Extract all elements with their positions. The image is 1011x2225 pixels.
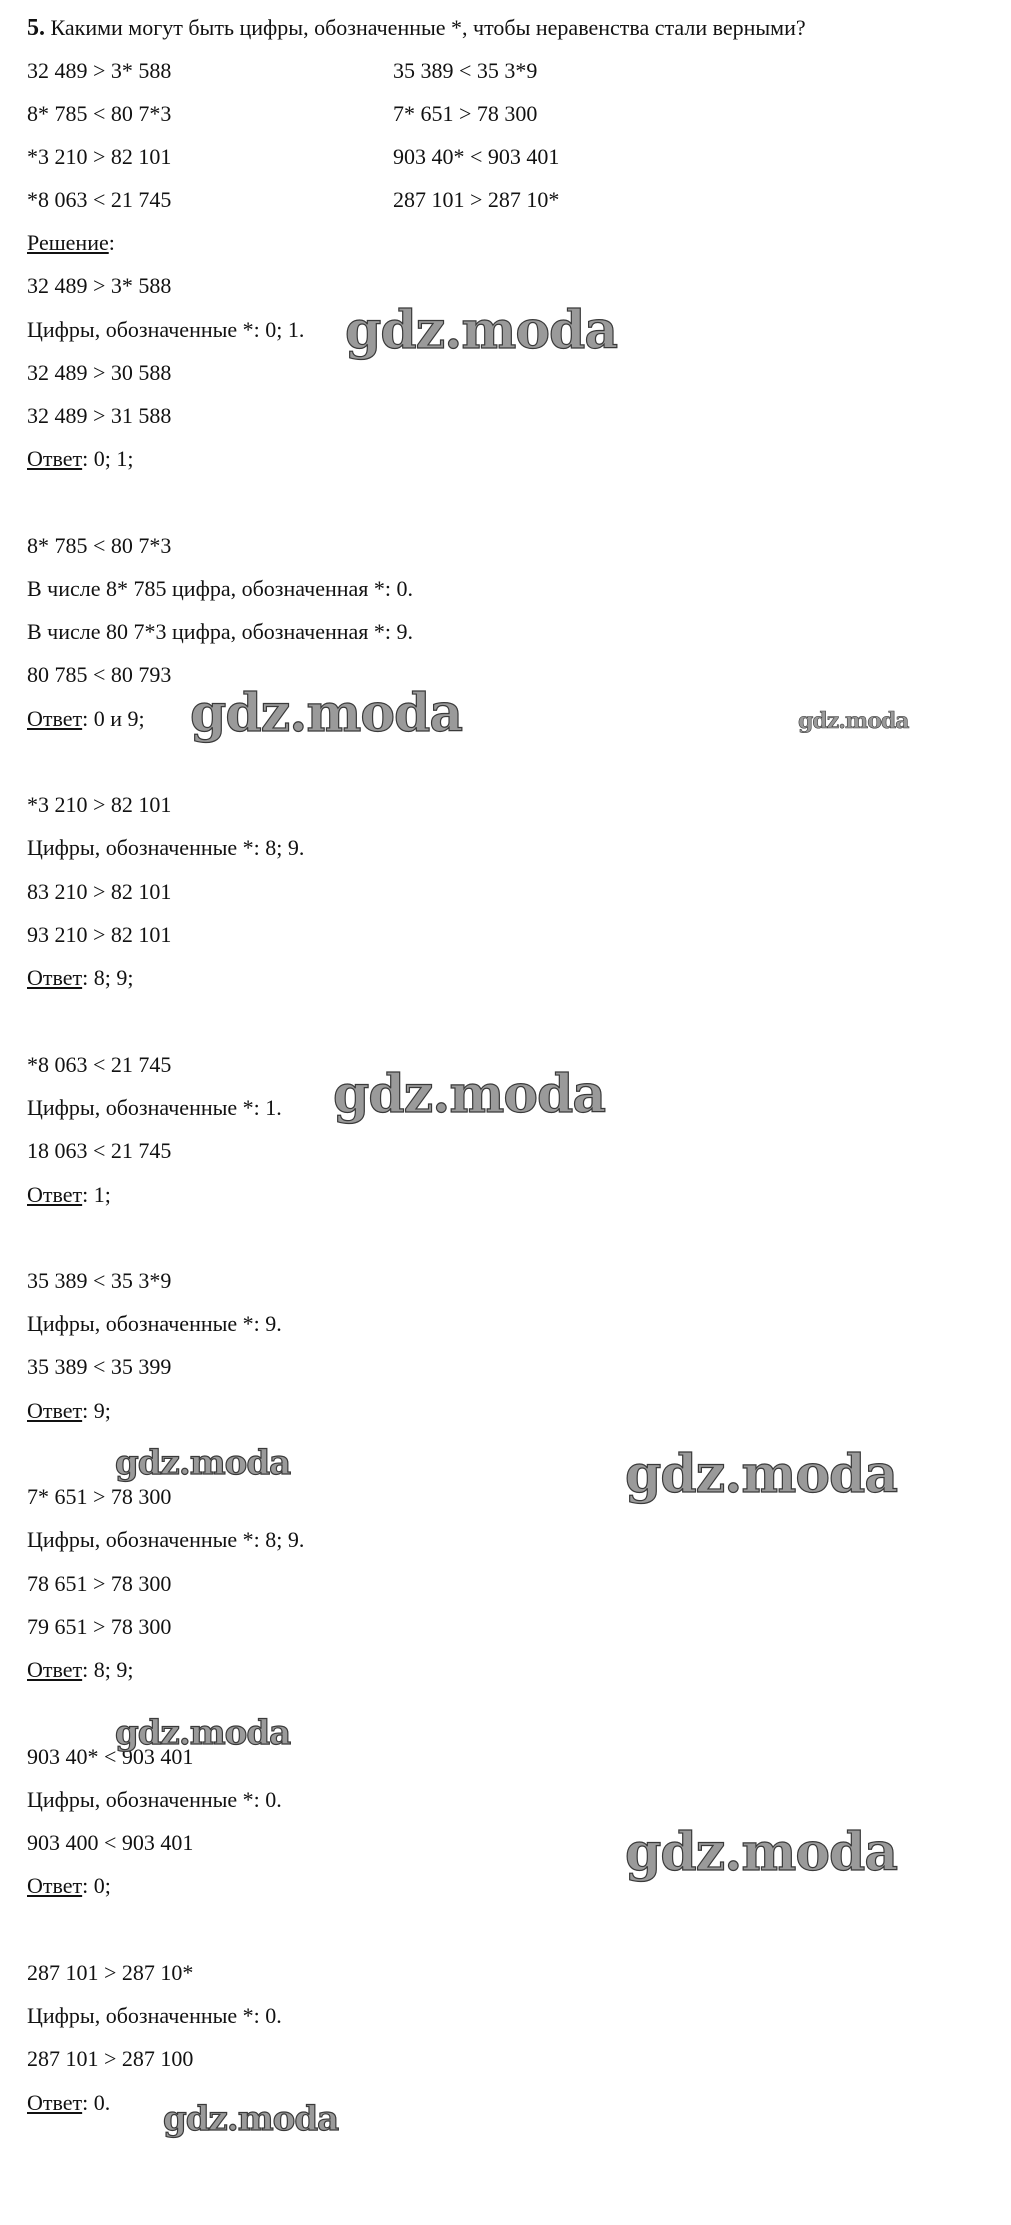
answer-value: : 0; 1; [82,446,134,471]
solution-heading [27,229,115,257]
answer-line [27,1397,111,1425]
solution-line: 79 651 > 78 300 [27,1614,172,1639]
solution-line: Цифры, обозначенные *: 9. [27,1311,282,1336]
answer-value: : 8; 9; [82,965,134,990]
answer-label: Ответ [27,1398,83,1423]
task-right-3: 903 40* < 903 401 [393,144,560,169]
solution-line: 93 210 > 82 101 [27,922,172,947]
answer-label: Ответ [27,1182,83,1207]
answer-line [27,1656,133,1684]
solution-line: 32 489 > 31 588 [27,403,172,428]
solution-line: Цифры, обозначенные *: 8; 9. [27,1527,305,1552]
answer-label: Ответ [27,446,83,471]
answer-line [27,1872,111,1900]
solution-label: Решение [27,230,109,255]
solution-line: *8 063 < 21 745 [27,1052,172,1077]
watermark: gdz.moda [625,1822,898,1883]
answer-line [27,2089,110,2117]
answer-line [27,1181,111,1209]
solution-line: Цифры, обозначенные *: 0. [27,2003,282,2028]
answer-line [27,445,133,473]
answer-value: : 0. [82,2090,111,2115]
task-header [27,14,806,42]
solution-colon: : [108,230,115,255]
solution-line: 8* 785 < 80 7*3 [27,533,172,558]
task-left-1: 32 489 > 3* 588 [27,58,172,83]
watermark: gdz.moda [345,300,618,361]
answer-line [27,964,133,992]
task-number: 5. [27,15,45,41]
task-left-4: *8 063 < 21 745 [27,187,172,212]
watermark: gdz.moda [163,2099,339,2139]
task-question: Какими могут быть цифры, обозначенные *, чтобы неравенства стали верными? [50,15,806,40]
watermark: gdz.moda [625,1444,898,1505]
solution-line: 287 101 > 287 10* [27,1960,194,1985]
answer-label: Ответ [27,1873,83,1898]
task-left-3: *3 210 > 82 101 [27,144,172,169]
solution-line: 287 101 > 287 100 [27,2046,194,2071]
solution-line: 83 210 > 82 101 [27,879,172,904]
answer-label: Ответ [27,706,83,731]
solution-line: Цифры, обозначенные *: 1. [27,1095,282,1120]
solution-line: 903 40* < 903 401 [27,1744,194,1769]
solution-line: 7* 651 > 78 300 [27,1484,172,1509]
watermark: gdz.moda [115,1713,291,1753]
solution-line: Цифры, обозначенные *: 0. [27,1787,282,1812]
solution-line: Цифры, обозначенные *: 0; 1. [27,317,305,342]
solution-line: 35 389 < 35 399 [27,1354,172,1379]
task-right-2: 7* 651 > 78 300 [393,101,538,126]
answer-label: Ответ [27,965,83,990]
solution-line: Цифры, обозначенные *: 8; 9. [27,835,305,860]
solution-line: В числе 8* 785 цифра, обозначенная *: 0. [27,576,413,601]
answer-value: : 0 и 9; [82,706,145,731]
solution-line: 35 389 < 35 3*9 [27,1268,172,1293]
watermark: gdz.moda [190,683,463,744]
solution-line: 32 489 > 3* 588 [27,273,172,298]
answer-value: : 0; [82,1873,111,1898]
solution-line: *3 210 > 82 101 [27,792,172,817]
watermark: gdz.moda [798,708,909,734]
answer-label: Ответ [27,2090,83,2115]
task-left-2: 8* 785 < 80 7*3 [27,101,172,126]
answer-line [27,705,145,733]
solution-line: 18 063 < 21 745 [27,1138,172,1163]
solution-line: 903 400 < 903 401 [27,1830,194,1855]
solution-line: 32 489 > 30 588 [27,360,172,385]
task-right-4: 287 101 > 287 10* [393,187,560,212]
solution-line: 80 785 < 80 793 [27,662,172,687]
answer-value: : 8; 9; [82,1657,134,1682]
answer-label: Ответ [27,1657,83,1682]
solution-line: В числе 80 7*3 цифра, обозначенная *: 9. [27,619,413,644]
task-right-1: 35 389 < 35 3*9 [393,58,538,83]
watermark: gdz.moda [333,1064,606,1125]
watermark: gdz.moda [115,1443,291,1483]
solution-line: 78 651 > 78 300 [27,1571,172,1596]
answer-value: : 1; [82,1182,111,1207]
answer-value: : 9; [82,1398,111,1423]
